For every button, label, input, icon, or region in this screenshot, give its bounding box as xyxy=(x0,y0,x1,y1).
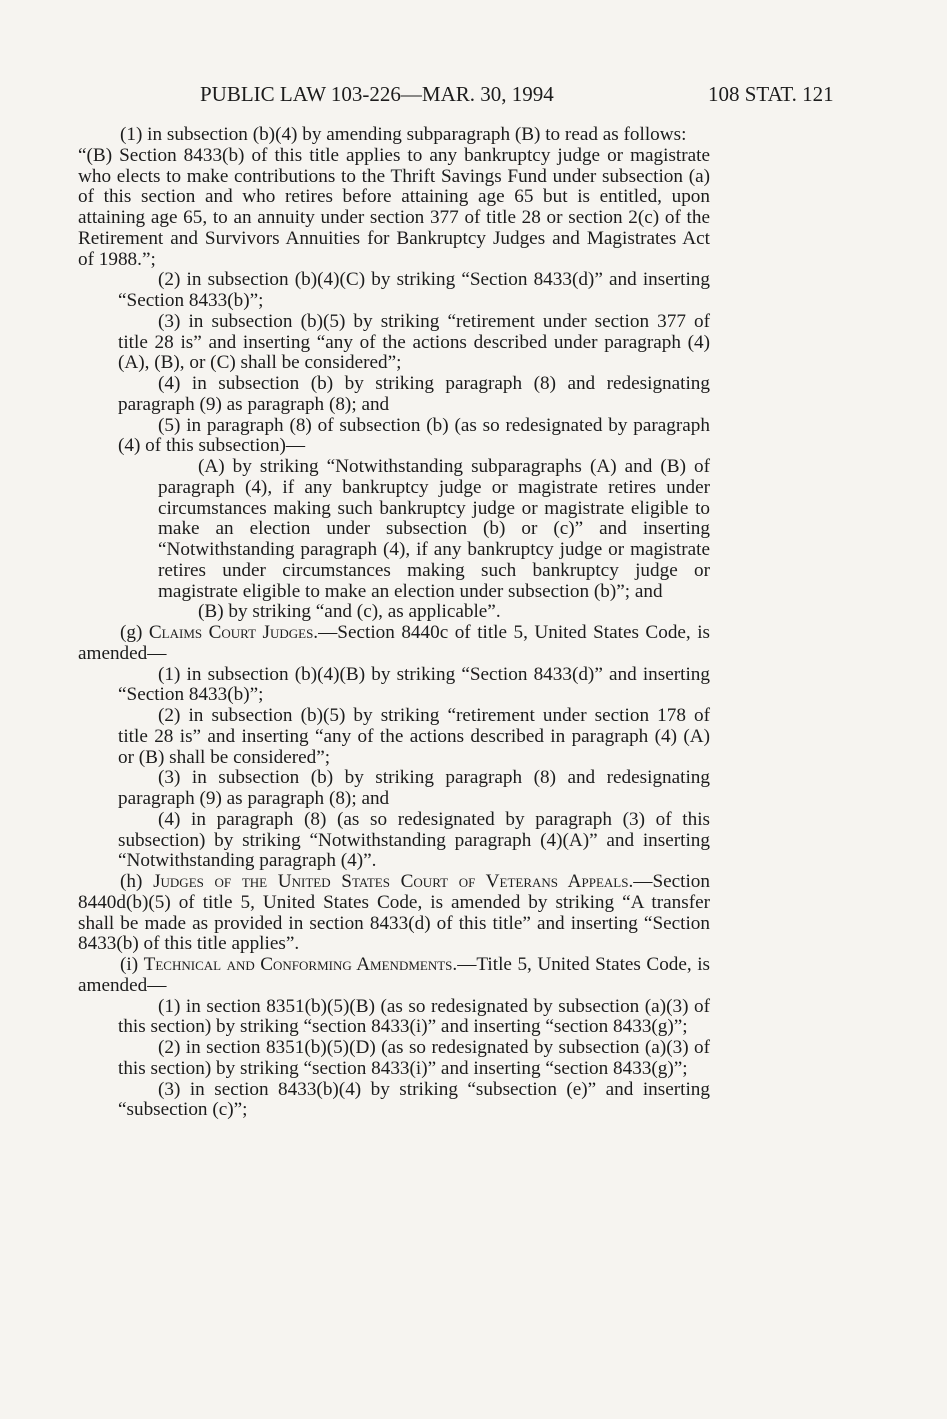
paragraph: (2) in subsection (b)(4)(C) by striking “Section 8433(d)” and inserting “Section 8433(b)”; xyxy=(118,269,710,311)
section-h-heading: Judges of the United States Court of Veterans Appeals. xyxy=(153,871,634,892)
section-h-label: (h) xyxy=(120,871,154,892)
section-i-heading: Technical and Conforming Amendments. xyxy=(143,954,458,975)
document-body xyxy=(78,125,710,1121)
section-g-label: (g) xyxy=(120,622,149,643)
section-g-heading: Claims Court Judges. xyxy=(148,622,319,643)
paragraph: (3) in section 8433(b)(4) by striking “subsection (e)” and inserting “subsection (c)”; xyxy=(118,1078,710,1121)
paragraph: (A) by striking “Notwithstanding subparagraphs (A) and (B) of paragraph (4), if any bankruptcy judge or magistrate retires under circumstances making such bankruptcy judge or magistrate eligible to make an election under subsection (b) or (c)” and inserting “Notwithstanding paragraph (4), if any bankruptcy judge or magistrate retires under circumstances making such bankruptcy judge or magistrate eligible to make an election under subsection (b)”; and xyxy=(158,456,710,602)
paragraph: (1) in subsection (b)(4)(B) by striking “Section 8433(d)” and inserting “Section 8433(b)”; xyxy=(118,663,710,706)
section-h xyxy=(78,872,710,955)
section-g-text: —Section 8440c of title 5, United States Code, is amended— xyxy=(78,622,711,664)
paragraph: (3) in subsection (b)(5) by striking “retirement under section 377 of title 28 is” and inserting “any of the actions described under paragraph (4) (A), (B), or (C) shall be considered”; xyxy=(118,310,710,374)
paragraph: (4) in subsection (b) by striking paragraph (8) and redesignating paragraph (9) as paragraph (8); and xyxy=(118,373,710,415)
section-i-label: (i) xyxy=(120,954,144,975)
paragraph: (2) in subsection (b)(5) by striking “retirement under section 178 of title 28 is” and inserting “any of the actions described in paragraph (4) (A) or (B) shall be considered”; xyxy=(118,705,710,768)
section-g xyxy=(78,623,710,665)
section-h-text: —Section 8440d(b)(5) of title 5, United States Code, is amended by striking “A transfer shall be made as provided in section 8433(d) of this title” and inserting “Section 8433(b) of this title applies”. xyxy=(78,871,710,955)
paragraph: (B) by striking “and (c), as applicable”. xyxy=(198,601,501,623)
section-i-text: —Title 5, United States Code, is amended— xyxy=(78,954,710,996)
paragraph: (5) in paragraph (8) of subsection (b) (as so redesignated by paragraph (4) of this subsection)— xyxy=(118,414,710,457)
running-title: PUBLIC LAW 103-226—MAR. 30, 1994 xyxy=(200,82,554,106)
paragraph: (1) in subsection (b)(4) by amending subparagraph (B) to read as follows: xyxy=(120,124,687,145)
statute-page-number: 108 STAT. 121 xyxy=(708,82,834,106)
quoted-paragraph: “(B) Section 8433(b) of this title applies to any bankruptcy judge or magistrate who elects to make contributions to the Thrift Savings Fund under subsection (a) of this section and who retires before attaining age 65 but is entitled, upon attaining age 65, to an annuity under section 377 of title 28 or section 2(c) of the Retirement and Survivors Annuities for Bankruptcy Judges and Magistrates Act of 1988.”; xyxy=(78,144,710,270)
paragraph: (3) in subsection (b) by striking paragraph (8) and redesignating paragraph (9) as paragraph (8); and xyxy=(118,767,710,809)
paragraph: (2) in section 8351(b)(5)(D) (as so redesignated by subsection (a)(3) of this section) by striking “section 8433(i)” and inserting “section 8433(g)”; xyxy=(118,1037,710,1079)
section-i xyxy=(78,955,710,997)
paragraph: (4) in paragraph (8) (as so redesignated by paragraph (3) of this subsection) by striking “Notwithstanding paragraph (4)(A)” and inserting “Notwithstanding paragraph (4)”. xyxy=(118,808,710,872)
paragraph: (1) in section 8351(b)(5)(B) (as so redesignated by subsection (a)(3) of this section) by striking “section 8433(i)” and inserting “section 8433(g)”; xyxy=(118,995,710,1038)
page-header xyxy=(0,82,947,112)
